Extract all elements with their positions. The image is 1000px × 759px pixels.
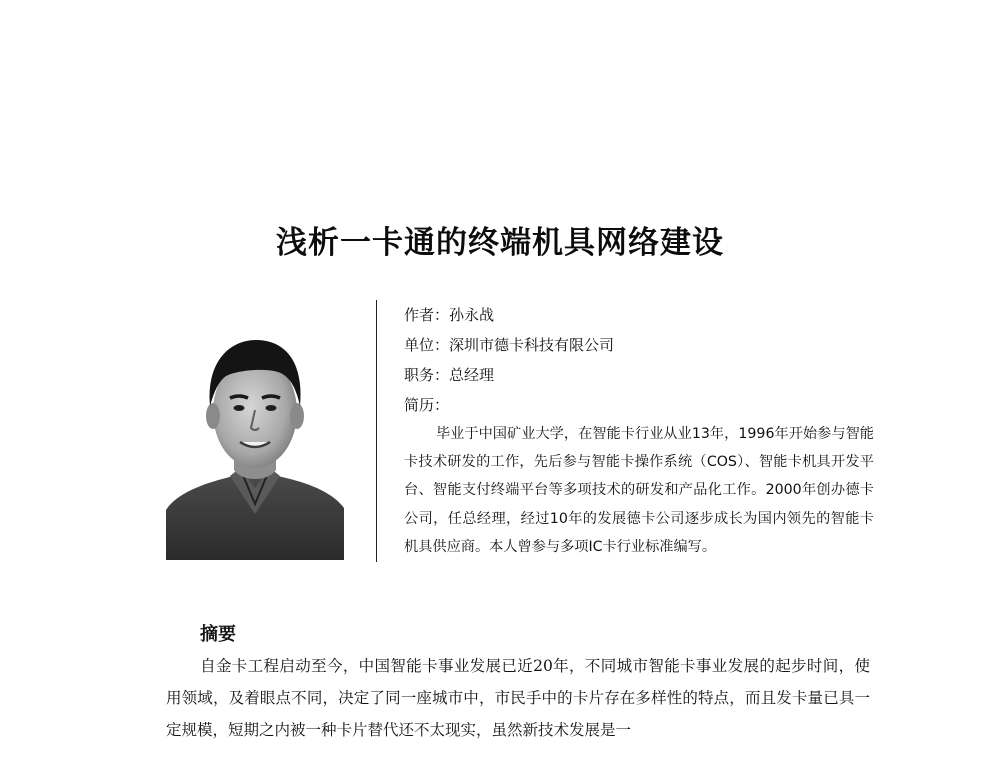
organization-name: 深圳市德卡科技有限公司 (449, 336, 615, 354)
position-row (404, 360, 874, 390)
bio-label-row (404, 390, 874, 420)
author-info (404, 300, 874, 420)
bio-label: 简历： (404, 396, 450, 414)
abstract-heading: 摘要 (200, 624, 236, 645)
organization-row (404, 330, 874, 360)
position-label: 职务： (404, 366, 450, 384)
author-photo (166, 318, 344, 560)
position-name: 总经理 (449, 366, 495, 384)
author-label: 作者： (404, 306, 450, 324)
author-name: 孙永战 (449, 306, 495, 324)
author-row (404, 300, 874, 330)
abstract-body: 自金卡工程启动至今，中国智能卡事业发展已近20年，不同城市智能卡事业发展的起步时间，使用领域，及着眼点不同，决定了同一座城市中，市民手中的卡片存在多样性的特点，而且发卡量已具一定规模，短期之内被一种卡片替代还不太现实，虽然新技术发展是一 (166, 657, 870, 739)
page-title: 浅析一卡通的终端机具网络建设 (276, 224, 724, 261)
organization-label: 单位： (404, 336, 450, 354)
vertical-divider (376, 300, 377, 562)
author-bio: 毕业于中国矿业大学，在智能卡行业从业13年，1996年开始参与智能卡技术研发的工作，先后参与智能卡操作系统（COS）、智能卡机具开发平台、智能支付终端平台等多项技术的研发和产品化工作。2000年创办德卡公司，任总经理，经过10年的发展德卡公司逐步成长为国内领先的智能卡机具供应商。本人曾参与多项IC卡行业标准编写。 (404, 426, 874, 555)
